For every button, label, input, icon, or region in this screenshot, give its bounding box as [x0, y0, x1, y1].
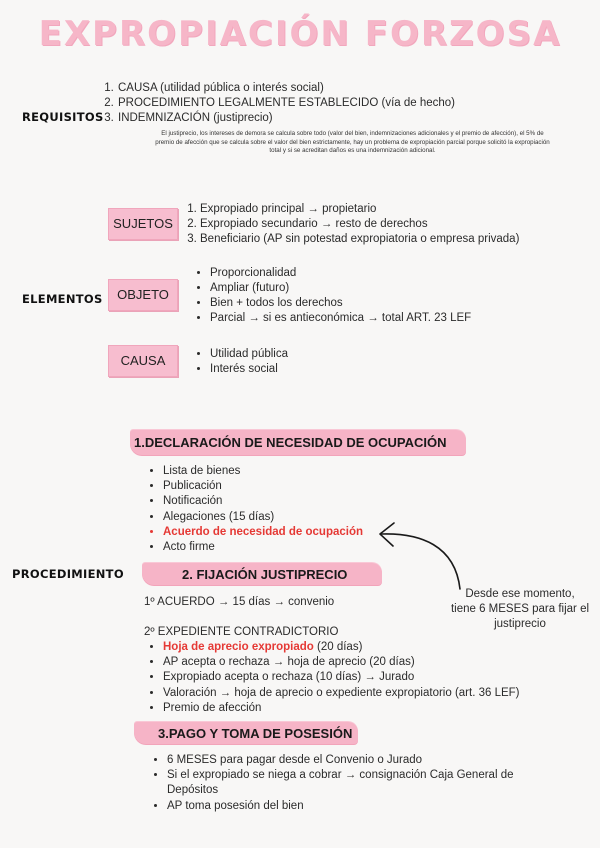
sujetos-box: SUJETOS — [108, 208, 178, 240]
step2-title: 2. FIJACIÓN JUSTIPRECIO — [182, 567, 348, 582]
list-item: 2. Expropiado secundario → resto de derechos — [200, 217, 519, 232]
list-item: • Utilidad pública — [210, 347, 288, 362]
list-item: • Premio de afección — [163, 701, 520, 716]
list-item: • Alegaciones (15 días) — [163, 510, 363, 525]
list-item: • AP toma posesión del bien — [167, 799, 567, 814]
step1-list — [148, 464, 363, 555]
callout-note — [440, 587, 600, 632]
hoja-aprecio-days: (20 días) — [313, 641, 363, 653]
list-item: • Bien + todos los derechos — [210, 296, 471, 311]
list-item-highlight: • Acuerdo de necesidad de ocupación — [163, 525, 363, 540]
list-item: • Proporcionalidad — [210, 266, 471, 281]
list-item: • Parcial → si es antieconómica → total ART. 23 LEF — [210, 311, 471, 326]
step3-list — [152, 753, 567, 814]
list-item: • Acto firme — [163, 540, 363, 555]
curved-arrow-icon — [360, 505, 510, 595]
causa-list — [195, 347, 288, 377]
objeto-box: OBJETO — [108, 279, 178, 311]
hoja-aprecio-highlight: Hoja de aprecio expropiado — [163, 641, 314, 653]
list-item: • Publicación — [163, 479, 363, 494]
requisitos-label: REQUISITOS — [22, 110, 104, 124]
procedimiento-label: PROCEDIMIENTO — [12, 567, 124, 581]
list-item: 3. INDEMNIZACIÓN (justiprecio) — [117, 111, 455, 126]
objeto-list — [195, 266, 471, 326]
list-item: 3. Beneficiario (AP sin potestad expropiatoria o empresa privada) — [200, 232, 519, 247]
step2-list — [148, 640, 520, 716]
list-item: 2. PROCEDIMIENTO LEGALMENTE ESTABLECIDO (vía de hecho) — [117, 96, 455, 111]
callout-line: justiprecio — [494, 618, 546, 630]
list-item: • Interés social — [210, 362, 288, 377]
causa-box: CAUSA — [108, 345, 178, 377]
callout-line: tiene 6 MESES para fijar el — [450, 603, 590, 615]
list-item: • Ampliar (futuro) — [210, 281, 471, 296]
requisitos-list — [97, 81, 455, 126]
list-item: • Expropiado acepta o rechaza (10 días) → Jurado — [163, 670, 520, 685]
list-item: • 6 MESES para pagar desde el Convenio o Jurado — [167, 753, 567, 768]
list-item: • AP acepta o rechaza → hoja de aprecio (20 días) — [163, 655, 520, 670]
list-item: • Notificación — [163, 494, 363, 509]
list-item: 1. Expropiado principal → propietario — [200, 202, 519, 217]
acuerdo-text: 1º ACUERDO → 15 días → convenio — [144, 596, 335, 608]
list-item: • Lista de bienes — [163, 464, 363, 479]
elementos-label: ELEMENTOS — [22, 292, 103, 306]
sujetos-list — [188, 202, 519, 247]
list-item: 1. CAUSA (utilidad pública o interés social) — [117, 81, 455, 96]
expediente-text: 2º EXPEDIENTE CONTRADICTORIO — [144, 626, 339, 638]
page-title: EXPROPIACIÓN FORZOSA — [38, 14, 562, 54]
list-item — [163, 640, 520, 655]
list-item: • Si el expropiado se niega a cobrar → consignación Caja General de Depósitos — [167, 768, 567, 798]
step1-title: 1.DECLARACIÓN DE NECESIDAD DE OCUPACIÓN — [134, 435, 447, 450]
list-item: • Valoración → hoja de aprecio o expediente expropiatorio (art. 36 LEF) — [163, 686, 520, 701]
justiprecio-note: El justiprecio, los intereses de demora se calcula sobre todo (valor del bien, indemnizaciones adicionales y el premio de afección), el 5% de premio de afección que se calcula sobre el valor del bien estrictamente, hay un problema de expropiación parcial porque solicitó la expropiación total y si se acreditan daños es una indemnización adicional. — [155, 130, 550, 154]
callout-line: Desde ese momento, — [465, 588, 575, 600]
step3-title: 3.PAGO Y TOMA DE POSESIÓN — [158, 726, 353, 741]
